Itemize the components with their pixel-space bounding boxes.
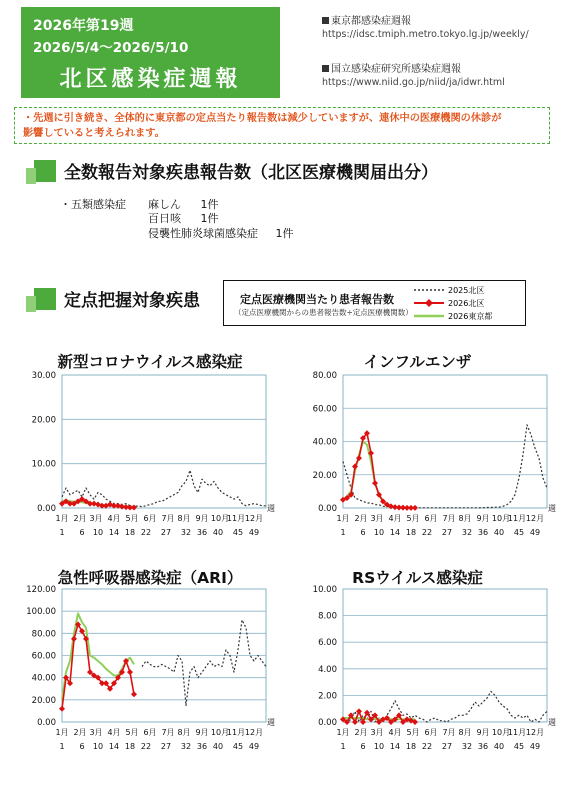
- covid-week-label: 49: [248, 528, 260, 537]
- covid-month-label: 7月: [161, 514, 175, 523]
- rsv-week-label: 10: [373, 742, 385, 751]
- rsv-month-label: 7月: [442, 728, 456, 737]
- rsv-month-label: 6月: [424, 728, 438, 737]
- ari-week-label: 10: [92, 742, 104, 751]
- flu-month-label: 7月: [442, 514, 456, 523]
- rsv-plot-area: [343, 589, 547, 722]
- covid-week-label: 45: [232, 528, 244, 537]
- flu-week-unit: 週: [548, 504, 556, 513]
- ari-month-label: 3月: [89, 728, 103, 737]
- notice-line-1: ・先週に引き続き、全体的に東京都の定点当たり報告数は減少していますが、連休中の医療機関の休診が: [23, 113, 502, 124]
- rsv-y-tick-label: 8.00: [318, 611, 337, 622]
- ari-week-label: 49: [248, 742, 260, 751]
- source-tokyo: [322, 12, 529, 40]
- ari-week-label: 1: [59, 742, 65, 751]
- report-header: [21, 7, 280, 98]
- ari-month-label: 8月: [177, 728, 191, 737]
- ari-month-label: 2月: [73, 728, 87, 737]
- flu-month-label: 11月: [507, 514, 527, 523]
- flu-month-label: 8月: [458, 514, 472, 523]
- flu-week-label: 36: [477, 528, 489, 537]
- flu-week-label: 27: [441, 528, 453, 537]
- flu-month-label: 3月: [370, 514, 384, 523]
- chart-covid: [0, 368, 281, 543]
- source-tokyo-url[interactable]: https://idsc.tmiph.metro.tokyo.lg.jp/weekly/: [322, 29, 529, 40]
- disease-name: 百日咳: [148, 212, 181, 225]
- ari-week-label: 40: [212, 742, 224, 751]
- covid-y-tick-label: 30.00: [31, 371, 56, 381]
- legend-swatches: [412, 284, 524, 324]
- rsv-week-label: 22: [421, 742, 433, 751]
- covid-week-unit: 週: [267, 504, 275, 513]
- chart-title-covid: 新型コロナウイルス感染症: [57, 353, 243, 371]
- rsv-y-tick-label: 0.00: [318, 718, 337, 728]
- flu-y-tick-label: 0.00: [318, 504, 337, 514]
- covid-week-label: 6: [79, 528, 85, 537]
- rsv-month-label: 1月: [336, 728, 350, 737]
- rsv-week-label: 40: [493, 742, 505, 751]
- ari-week-label: 6: [79, 742, 85, 751]
- legend-diamond-icon: [425, 299, 433, 307]
- flu-y-tick-label: 20.00: [312, 470, 337, 481]
- covid-week-label: 1: [59, 528, 65, 537]
- rsv-week-unit: 週: [548, 718, 556, 727]
- rsv-y-tick-label: 6.00: [318, 638, 337, 649]
- source-niid-name: 国立感染症研究所感染症週報: [331, 64, 461, 75]
- ari-week-label: 27: [160, 742, 172, 751]
- section-marker-icon: [34, 288, 56, 310]
- flu-week-label: 45: [513, 528, 525, 537]
- rsv-month-label: 5月: [406, 728, 420, 737]
- rsv-month-label: 4月: [388, 728, 402, 737]
- legend-label-tokyo: 2026東京都: [448, 312, 493, 321]
- disease-name: 侵襲性肺炎球菌感染症: [148, 227, 258, 240]
- square-bullet-icon: [322, 17, 329, 24]
- covid-plot-area: [62, 375, 266, 508]
- flu-week-label: 1: [340, 528, 346, 537]
- flu-week-label: 40: [493, 528, 505, 537]
- legend-label-2026: 2026北区: [448, 299, 485, 308]
- covid-week-label: 32: [180, 528, 192, 537]
- rsv-month-label: 10月: [491, 728, 511, 737]
- covid-month-label: 12月: [244, 514, 264, 523]
- disease-count: 1件: [275, 227, 294, 240]
- notice-box: [14, 107, 550, 144]
- legend-title: 定点医療機関当たり患者報告数: [240, 293, 394, 306]
- section-sentinel-header: [34, 286, 200, 311]
- flu-month-label: 10月: [491, 514, 511, 523]
- rsv-week-label: 6: [360, 742, 366, 751]
- report-week: 2026年第19週: [33, 18, 134, 34]
- source-tokyo-name: 東京都感染症週報: [331, 16, 411, 27]
- ari-y-tick-label: 120.00: [26, 585, 56, 595]
- rsv-month-label: 9月: [476, 728, 490, 737]
- ari-month-label: 11月: [226, 728, 246, 737]
- covid-month-label: 3月: [89, 514, 103, 523]
- chart-rsv: [281, 582, 562, 757]
- report-title: 北区感染症週報: [59, 67, 242, 92]
- ari-week-label: 14: [108, 742, 120, 751]
- ari-month-label: 10月: [210, 728, 230, 737]
- ari-week-unit: 週: [267, 718, 275, 727]
- covid-week-label: 36: [196, 528, 208, 537]
- report-date-range: 2026/5/4～2026/5/10: [33, 40, 189, 56]
- section-marker-icon: [34, 160, 56, 182]
- ari-week-label: 32: [180, 742, 192, 751]
- rsv-week-label: 1: [340, 742, 346, 751]
- legend-label-2025: 2025北区: [448, 286, 485, 295]
- covid-month-label: 5月: [125, 514, 139, 523]
- covid-month-label: 2月: [73, 514, 87, 523]
- rsv-week-label: 36: [477, 742, 489, 751]
- ari-y-tick-label: 100.00: [26, 607, 56, 618]
- flu-month-label: 5月: [406, 514, 420, 523]
- source-niid-url[interactable]: https://www.niid.go.jp/niid/ja/idwr.html: [322, 77, 505, 88]
- covid-y-tick-label: 20.00: [31, 415, 56, 426]
- covid-y-tick-label: 10.00: [31, 459, 56, 470]
- chart-flu: [281, 368, 562, 543]
- rsv-month-label: 2月: [354, 728, 368, 737]
- chart-title-flu: インフルエンザ: [363, 353, 472, 371]
- ari-week-label: 45: [232, 742, 244, 751]
- ari-y-tick-label: 60.00: [31, 651, 56, 662]
- ari-week-label: 36: [196, 742, 208, 751]
- covid-month-label: 9月: [195, 514, 209, 523]
- covid-week-label: 10: [92, 528, 104, 537]
- square-bullet-icon: [322, 65, 329, 72]
- disease-category: ・五類感染症: [60, 198, 126, 211]
- flu-week-label: 49: [529, 528, 541, 537]
- flu-y-tick-label: 80.00: [312, 371, 337, 381]
- ari-y-tick-label: 80.00: [31, 629, 56, 640]
- rsv-week-label: 32: [461, 742, 473, 751]
- rsv-week-label: 14: [389, 742, 401, 751]
- flu-y-tick-label: 40.00: [312, 437, 337, 448]
- ari-week-label: 22: [140, 742, 152, 751]
- flu-week-label: 22: [421, 528, 433, 537]
- ari-month-label: 4月: [107, 728, 121, 737]
- ari-y-tick-label: 0.00: [37, 718, 56, 728]
- covid-month-label: 6月: [143, 514, 157, 523]
- source-niid: [322, 60, 505, 88]
- ari-week-label: 18: [124, 742, 136, 751]
- rsv-y-tick-label: 4.00: [318, 664, 337, 675]
- covid-week-label: 14: [108, 528, 120, 537]
- ari-month-label: 7月: [161, 728, 175, 737]
- flu-y-tick-label: 60.00: [312, 404, 337, 415]
- disease-name: 麻しん: [148, 198, 181, 211]
- covid-week-label: 22: [140, 528, 152, 537]
- section-sentinel-title: 定点把握対象疾患: [64, 291, 200, 311]
- disease-item-2: [148, 210, 219, 226]
- flu-month-label: 4月: [388, 514, 402, 523]
- rsv-y-tick-label: 10.00: [312, 585, 337, 595]
- ari-month-label: 9月: [195, 728, 209, 737]
- rsv-month-label: 11月: [507, 728, 527, 737]
- flu-week-label: 18: [405, 528, 417, 537]
- disease-count: 1件: [200, 198, 219, 211]
- flu-week-label: 10: [373, 528, 385, 537]
- ari-month-label: 12月: [244, 728, 264, 737]
- rsv-week-label: 27: [441, 742, 453, 751]
- flu-month-label: 12月: [525, 514, 545, 523]
- disease-count: 1件: [200, 212, 219, 225]
- chart-title-ari: 急性呼吸器感染症（ARI）: [57, 569, 243, 587]
- covid-y-tick-label: 0.00: [37, 504, 56, 514]
- flu-month-label: 6月: [424, 514, 438, 523]
- covid-week-label: 40: [212, 528, 224, 537]
- ari-month-label: 1月: [55, 728, 69, 737]
- rsv-month-label: 3月: [370, 728, 384, 737]
- chart-legend: [223, 280, 526, 326]
- rsv-month-label: 8月: [458, 728, 472, 737]
- ari-y-tick-label: 20.00: [31, 695, 56, 706]
- ari-y-tick-label: 40.00: [31, 673, 56, 684]
- rsv-month-label: 12月: [525, 728, 545, 737]
- rsv-week-label: 45: [513, 742, 525, 751]
- flu-month-label: 2月: [354, 514, 368, 523]
- flu-week-label: 32: [461, 528, 473, 537]
- ari-month-label: 6月: [143, 728, 157, 737]
- covid-month-label: 10月: [210, 514, 230, 523]
- covid-month-label: 8月: [177, 514, 191, 523]
- notice-line-2: 影響していると考えられます。: [23, 128, 165, 139]
- ari-month-label: 5月: [125, 728, 139, 737]
- flu-month-label: 1月: [336, 514, 350, 523]
- section-all-header: [34, 158, 438, 183]
- rsv-week-label: 49: [529, 742, 541, 751]
- chart-ari: [0, 582, 281, 757]
- rsv-y-tick-label: 2.00: [318, 691, 337, 702]
- chart-title-rsv: RSウイルス感染症: [352, 569, 483, 587]
- covid-week-label: 27: [160, 528, 172, 537]
- flu-week-label: 14: [389, 528, 401, 537]
- covid-week-label: 18: [124, 528, 136, 537]
- flu-week-label: 6: [360, 528, 366, 537]
- covid-month-label: 1月: [55, 514, 69, 523]
- covid-month-label: 4月: [107, 514, 121, 523]
- covid-month-label: 11月: [226, 514, 246, 523]
- section-all-title: 全数報告対象疾患報告数（北区医療機関届出分）: [64, 163, 438, 183]
- flu-month-label: 9月: [476, 514, 490, 523]
- legend-subtitle: （定点医療機関からの患者報告数÷定点医療機関数）: [234, 308, 413, 317]
- disease-item-3: [148, 225, 294, 241]
- rsv-week-label: 18: [405, 742, 417, 751]
